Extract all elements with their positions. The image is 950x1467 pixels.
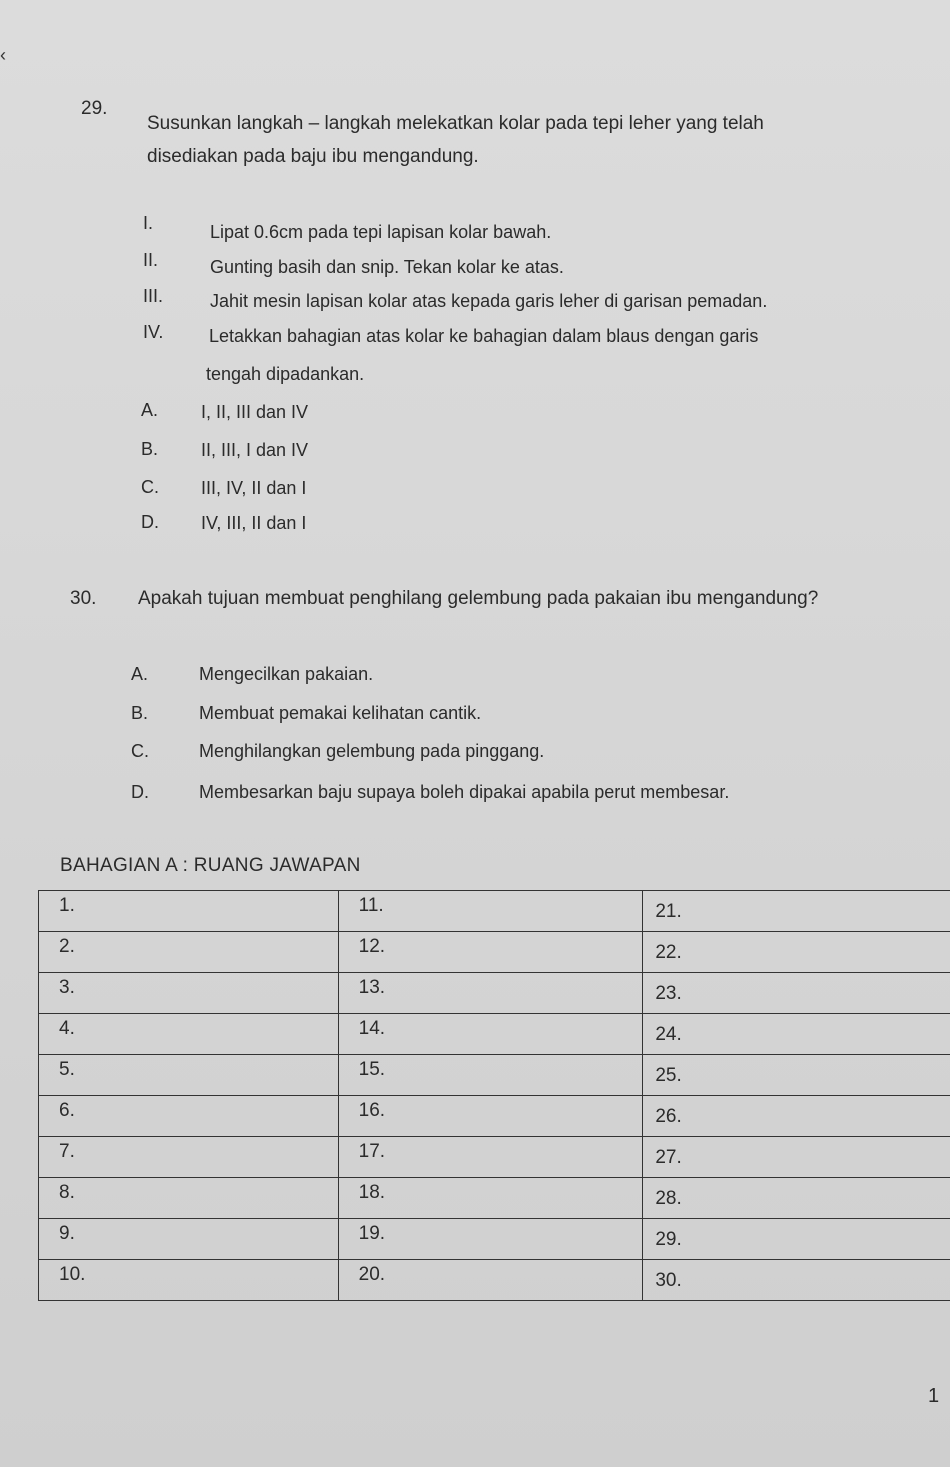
step-number: IV.: [143, 322, 164, 342]
answer-cell[interactable]: 22.: [643, 932, 950, 973]
table-row: [39, 891, 950, 932]
option-text: I, II, III dan IV: [201, 402, 309, 422]
table-row: [39, 1014, 950, 1055]
step-number: I.: [143, 213, 154, 233]
table-row: [39, 1137, 950, 1178]
answer-cell[interactable]: 17.: [338, 1137, 643, 1178]
option-letter: A.: [141, 400, 159, 420]
option-text: Menghilangkan gelembung pada pinggang.: [199, 741, 545, 761]
option-letter: D.: [141, 512, 159, 532]
step-text: Gunting basih dan snip. Tekan kolar ke atas.: [210, 257, 564, 277]
answer-cell[interactable]: 21.: [643, 891, 950, 932]
answer-cell[interactable]: 28.: [643, 1178, 950, 1219]
page-number: 1: [928, 1385, 940, 1407]
answer-cell[interactable]: 14.: [338, 1014, 643, 1055]
table-row: [39, 973, 950, 1014]
answer-cell[interactable]: 1.: [39, 891, 339, 932]
question-29-line2: disediakan pada baju ibu mengandung.: [147, 146, 479, 167]
table-row: [39, 932, 950, 973]
answer-cell[interactable]: 26.: [643, 1096, 950, 1137]
answer-cell[interactable]: 29.: [643, 1219, 950, 1260]
answer-section-title: BAHAGIAN A : RUANG JAWAPAN: [60, 855, 361, 876]
option-text: Membesarkan baju supaya boleh dipakai apabila perut membesar.: [199, 782, 730, 802]
answer-cell[interactable]: 30.: [643, 1260, 950, 1301]
question-29-line1: Susunkan langkah – langkah melekatkan kolar pada tepi leher yang telah: [147, 113, 764, 134]
answer-cell[interactable]: 5.: [39, 1055, 339, 1096]
answer-cell[interactable]: 13.: [338, 973, 643, 1014]
table-row: [39, 1055, 950, 1096]
step-number: III.: [143, 286, 164, 306]
corner-mark: ‹: [0, 45, 6, 65]
step-text: Lipat 0.6cm pada tepi lapisan kolar bawah.: [210, 222, 552, 242]
answer-cell[interactable]: 20.: [338, 1260, 643, 1301]
step-text-continued: tengah dipadankan.: [206, 364, 365, 384]
answer-cell[interactable]: 24.: [643, 1014, 950, 1055]
table-row: [39, 1178, 950, 1219]
answer-cell[interactable]: 25.: [643, 1055, 950, 1096]
option-letter: C.: [131, 741, 149, 761]
option-letter: C.: [141, 477, 159, 497]
answer-table: [38, 890, 950, 1301]
answer-cell[interactable]: 12.: [338, 932, 643, 973]
answer-cell[interactable]: 7.: [39, 1137, 339, 1178]
question-30-number: 30.: [70, 588, 97, 609]
step-text: Jahit mesin lapisan kolar atas kepada garis leher di garisan pemadan.: [210, 291, 768, 311]
option-letter: B.: [131, 703, 149, 723]
option-text: III, IV, II dan I: [201, 478, 307, 498]
option-letter: D.: [131, 782, 149, 802]
option-text: IV, III, II dan I: [201, 513, 307, 533]
option-text: Membuat pemakai kelihatan cantik.: [199, 703, 482, 723]
step-text: Letakkan bahagian atas kolar ke bahagian dalam blaus dengan garis: [209, 326, 759, 346]
answer-cell[interactable]: 19.: [338, 1219, 643, 1260]
answer-cell[interactable]: 11.: [338, 891, 643, 932]
option-letter: A.: [131, 664, 149, 684]
option-text: II, III, I dan IV: [201, 440, 309, 460]
table-row: [39, 1219, 950, 1260]
answer-cell[interactable]: 18.: [338, 1178, 643, 1219]
option-letter: B.: [141, 439, 159, 459]
answer-cell[interactable]: 2.: [39, 932, 339, 973]
answer-cell[interactable]: 15.: [338, 1055, 643, 1096]
answer-cell[interactable]: 23.: [643, 973, 950, 1014]
answer-cell[interactable]: 16.: [338, 1096, 643, 1137]
answer-cell[interactable]: 27.: [643, 1137, 950, 1178]
question-29-number: 29.: [81, 98, 108, 119]
answer-cell[interactable]: 9.: [39, 1219, 339, 1260]
answer-cell[interactable]: 6.: [39, 1096, 339, 1137]
question-30-text: Apakah tujuan membuat penghilang gelembung pada pakaian ibu mengandung?: [138, 588, 819, 609]
table-row: [39, 1260, 950, 1301]
answer-cell[interactable]: 8.: [39, 1178, 339, 1219]
answer-cell[interactable]: 3.: [39, 973, 339, 1014]
answer-cell[interactable]: 4.: [39, 1014, 339, 1055]
answer-cell[interactable]: 10.: [39, 1260, 339, 1301]
option-text: Mengecilkan pakaian.: [199, 664, 374, 684]
table-row: [39, 1096, 950, 1137]
step-number: II.: [143, 250, 159, 270]
